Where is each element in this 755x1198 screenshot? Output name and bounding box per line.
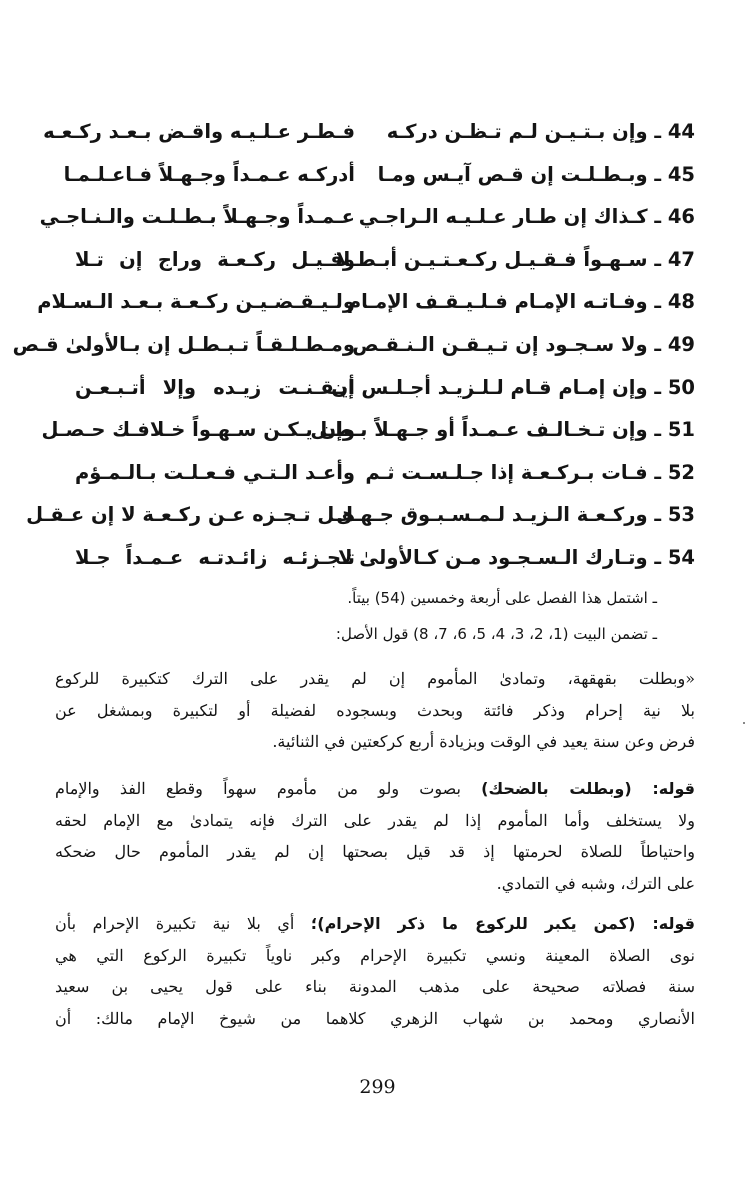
verse-second-hemistich: فـطـر عـلـيـه واقـض بـعـد ركـعـه [43, 120, 355, 143]
note-line: ـ اشتمل هذا الفصل على أربعة وخمسين (54) بيتاً. [347, 589, 657, 607]
page-number: 299 [359, 1076, 396, 1098]
verse-second-hemistich: أيـقـنـت زيـده وإلا أتـبـعـن [75, 375, 355, 399]
verse-first-hemistich: 46 ـ كـذاك إن طـار عـلـيـه الـراجـي [358, 205, 695, 229]
verse-first-hemistich: 45 ـ وبـطـلـت إن قـص آيـس ومـا [377, 162, 695, 186]
verse-line [75, 453, 695, 496]
verse-second-hemistich: وإن يـكـن سـهـواً خـلافـك حـصـل [41, 418, 355, 442]
verse-second-hemistich: تـجـزئـه زائـدتـه عـمـداً جـلا [75, 545, 355, 569]
commentary-text: أي بلا نية تكبيرة الإحرام بأن [55, 914, 295, 933]
commentary-text: بصوت ولو من مأموم سهواً وقطع الفذ والإمام [55, 779, 461, 798]
scan-speck [743, 722, 745, 724]
paragraph-line: فرض وعن سنة يعيد في الوقت وبزيادة أربع كركعتين في الثنائية. [272, 732, 695, 752]
verse-line [75, 240, 695, 283]
verse-second-hemistich: ولـيـقـضـيـن ركـعـة بـعـد الـسـلام [37, 290, 355, 314]
verse-list [12, 112, 695, 581]
paragraph-line: واحتياطاً للصلاة لحرمتها إذ قد قيل بصحتها إن لم يقدر المأموم حال ضحكه [55, 842, 695, 862]
paragraph-line: «وبطلت بقهقهة، وتمادىٰ المأموم إن لم يقدر على الترك كتكبيرة للركوع [55, 669, 695, 688]
verse-line [37, 282, 695, 325]
verse-first-hemistich: 50 ـ وإن إمـام قـام لـلـزيـد أجـلـس إن [331, 375, 695, 399]
verse-first-hemistich: 44 ـ وإن بـتـيـن لـم تـظـن دركـه [386, 120, 695, 143]
commentary-paragraph [55, 908, 695, 1034]
verse-second-hemistich: وأعـد الـتـي فـعـلـت بـالـمـؤم [75, 460, 355, 484]
verse-line [12, 325, 695, 368]
verse-line [75, 368, 695, 411]
paragraph-line: سنة فصلاته صحيحة على مذهب المدونة بناء على قول يحيى بن سعيد [55, 977, 695, 997]
quoted-text-paragraph [55, 663, 695, 758]
paragraph-line: على الترك، وشبه في التمادي. [496, 873, 695, 893]
paragraph-line: بلا نية إحرام وذكر فائتة وبحدث وبسجوده لفضيلة أو لتكبيرة وبمشغل عن [55, 700, 695, 720]
verse-first-hemistich: 49 ـ ولا سـجـود إن تـيـقـن الـنـقـص [352, 332, 695, 356]
paragraph-line [55, 773, 695, 805]
verse-first-hemistich: 47 ـ سـهـواً فـقـيـل ركـعـتـيـن أبـطـلا [335, 247, 695, 271]
verse-first-hemistich: 53 ـ وركـعـة الـزيـد لـمـسـبـوق جـهـل [336, 503, 695, 527]
verse-line [41, 410, 695, 453]
verse-first-hemistich: 51 ـ وإن تـخـالـف عـمـداً أو جـهـلاً بـطـل [310, 418, 695, 442]
commentary-label: قوله: (وبطلت بالضحك) [481, 779, 695, 798]
verse-second-hemistich: أدركـه عـمـداً وجـهـلاً فـاعـلـمـا [63, 162, 355, 186]
verse-first-hemistich: 54 ـ وتـارك الـسـجـود مـن كـالأولىٰ لا [337, 545, 695, 569]
chapter-notes [97, 580, 657, 652]
verse-first-hemistich: 48 ـ وفـاتـه الإمـام فـلـيـقـف الإمـام [346, 290, 695, 314]
commentary-paragraph [55, 773, 695, 899]
verse-first-hemistich: 52 ـ فـات بـركـعـة إذا جـلـسـت ثـم [365, 460, 695, 484]
verse-second-hemistich: هـل تـجـزه عـن ركـعـة لا إن عـقـل [26, 503, 355, 527]
verse-second-hemistich: عـمـداً وجـهـلاً بـطـلـت والـنـاجـي [39, 205, 355, 229]
commentary-label: قوله: (كمن يكبر للركوع ما ذكر الإحرام)؛ [310, 914, 695, 933]
verse-second-hemistich: وقـيـل ركـعـة وراج إن تـلا [75, 247, 355, 271]
verse-line [63, 155, 695, 198]
verse-line [26, 495, 695, 538]
verse-line [39, 197, 695, 240]
paragraph-line: نوى الصلاة المعينة ونسي تكبيرة الإحرام وكبر ناوياً تكبيرة الركوع التي هي [55, 945, 695, 965]
paragraph-line [55, 908, 695, 940]
paragraph-line: الأنصاري ومحمد بن شهاب الزهري كلاهما من شيوخ الإمام مالك: أن [55, 1008, 695, 1028]
verse-line [75, 538, 695, 581]
note-line: ـ تضمن البيت (1، 2، 3، 4، 5، 6، 7، 8) قول الأصل: [335, 625, 657, 643]
verse-line [43, 112, 695, 155]
paragraph-line: ولا يستخلف وأما المأموم إذا لم يقدر على الترك فإنه يتمادىٰ مع الإمام لحقه [55, 810, 695, 830]
verse-second-hemistich: ومـطـلـقـاً تـبـطـل إن بـالأولىٰ قـص [12, 332, 355, 356]
